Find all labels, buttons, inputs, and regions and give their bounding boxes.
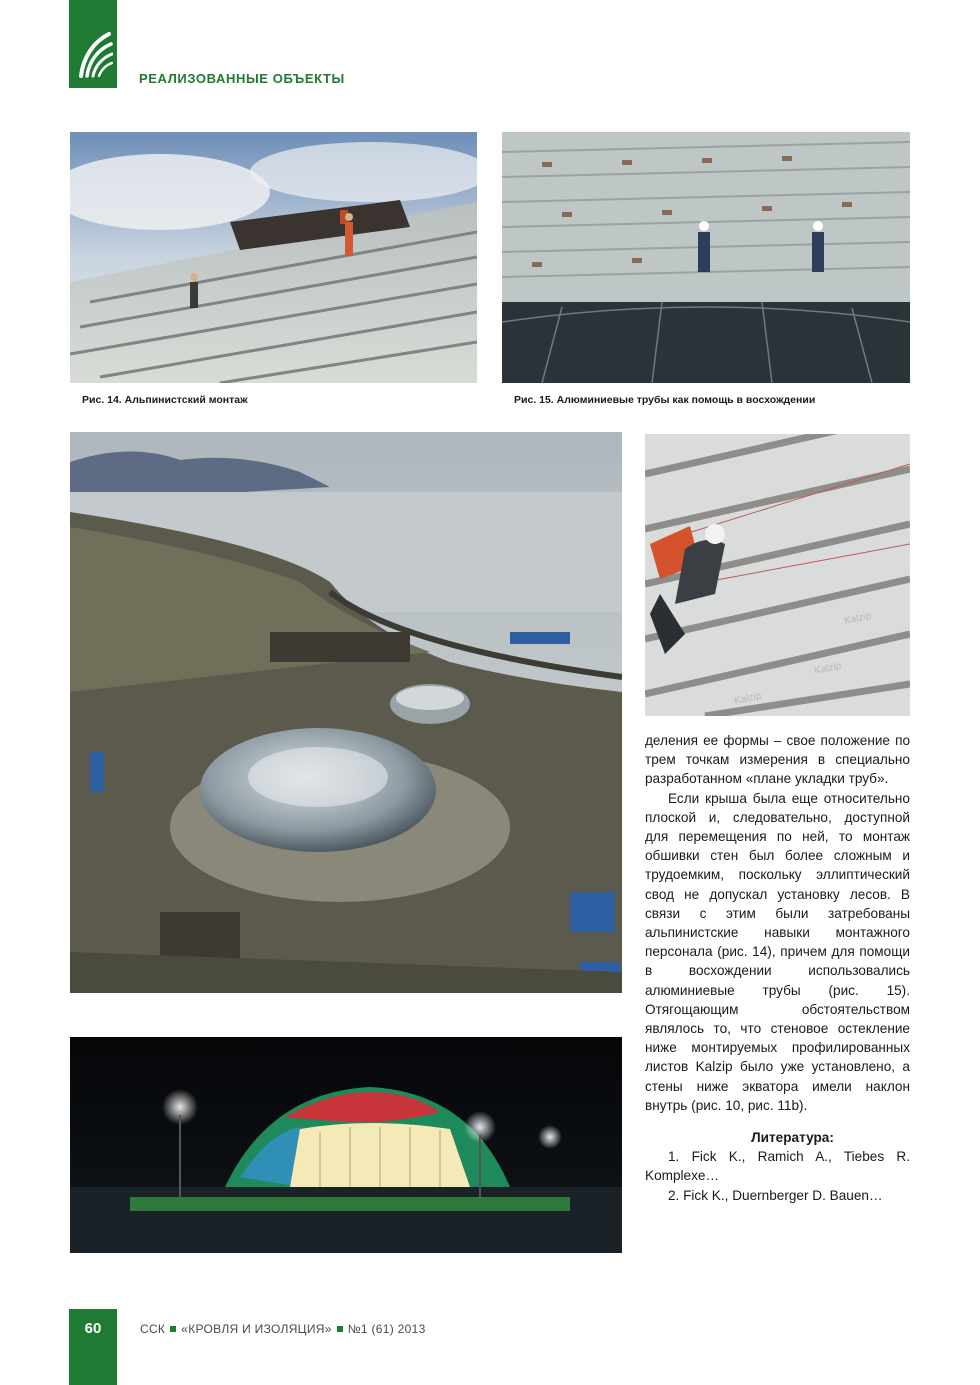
- paragraph-continuation: деления ее формы – свое положение по трем точкам измерения в специально разработанном «плане укладки труб».: [645, 733, 910, 787]
- figure-15-caption: Рис. 15. Алюминиевые трубы как помощь в восхождении: [514, 394, 816, 406]
- figure-14-caption: Рис. 14. Альпинистский монтаж: [82, 394, 248, 406]
- svg-text:Kalzip: Kalzip: [733, 690, 763, 707]
- photo-stadium-aerial: [70, 432, 622, 993]
- separator-square: [337, 1326, 343, 1332]
- publisher-logo: [75, 28, 113, 80]
- photo-climber-on-roof: [645, 434, 910, 716]
- photo-aluminium-pipes: [502, 132, 910, 383]
- reference-1: 1. Fick K., Ramich A., Tiebes R. Komplexe…: [645, 1149, 910, 1184]
- photo-stadium-night: [70, 1037, 622, 1253]
- reference-2: 2. Fick K., Duernberger D. Bauen…: [668, 1187, 883, 1203]
- publication-title: «КРОВЛЯ И ИЗОЛЯЦИЯ»: [181, 1322, 332, 1336]
- page-number: 60: [84, 1320, 102, 1337]
- section-title: РЕАЛИЗОВАННЫЕ ОБЪЕКТЫ: [139, 71, 345, 86]
- separator-square: [170, 1326, 176, 1332]
- photo-alpinist-installation: [70, 132, 477, 383]
- publication-info: [140, 1322, 426, 1336]
- article-text-column: [645, 731, 910, 1205]
- svg-text:Kalzip: Kalzip: [843, 610, 873, 627]
- paragraph-cladding: Если крыша была еще относительно плоской и, следовательно, доступной для перемещения по ней, то монтаж обшивки стен был более сложным и трудоемким, поскольку эллиптический свод не допускал установку лесов. В связи с этим были затребованы альпинистские навыки монтажного персонала (рис. 14), причем для помощи в восхождении использовались алюминиевые трубы (рис. 15). Отягощающим обстоятельством являлось то, что стеновое остекление ниже монтируемых профилированных листов Kalzip было уже установлено, а стены ниже экватора имели наклон внутрь (рис. 10, рис. 11b).: [645, 790, 910, 1113]
- literature-heading: Литература:: [751, 1130, 834, 1146]
- publication-abbr: ССК: [140, 1322, 166, 1336]
- svg-text:Kalzip: Kalzip: [813, 660, 843, 677]
- publication-issue: №1 (61) 2013: [347, 1322, 426, 1336]
